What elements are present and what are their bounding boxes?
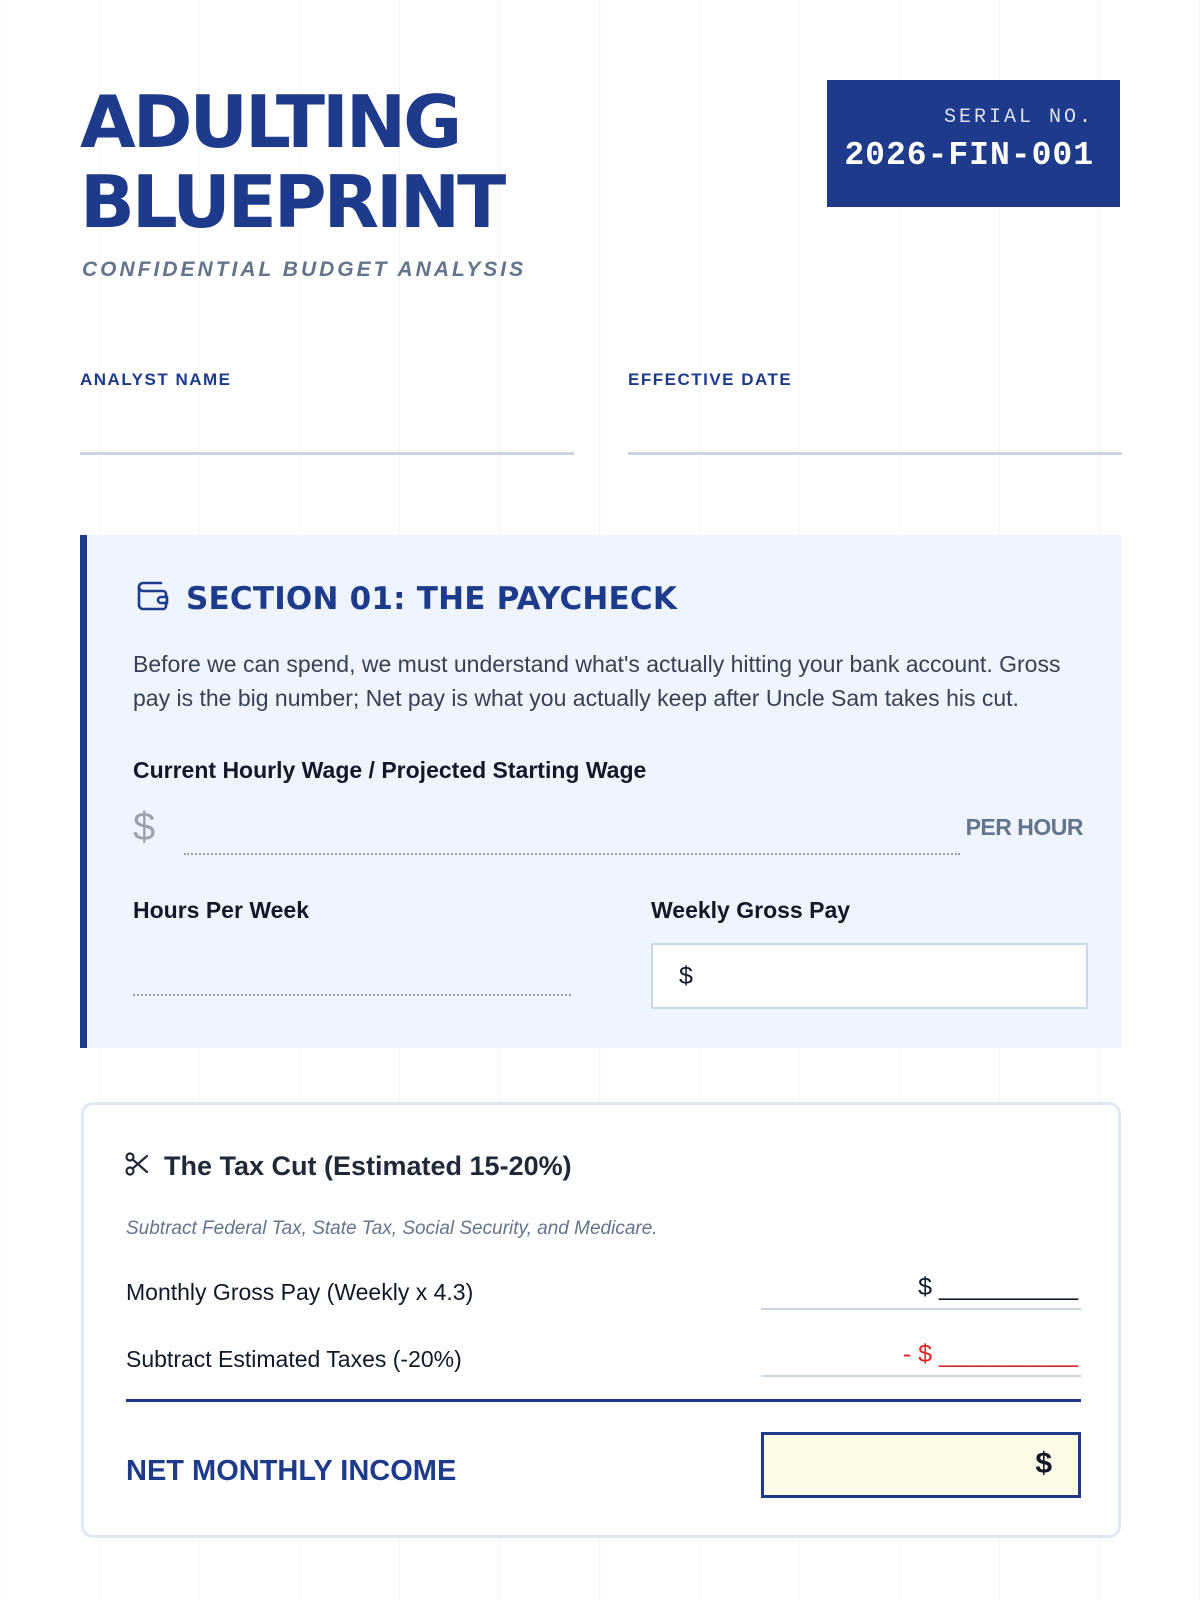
total-divider bbox=[126, 1399, 1081, 1402]
weekly-gross-dollar-sign: $ bbox=[679, 962, 693, 990]
tax-note: Subtract Federal Tax, State Tax, Social Security, and Medicare. bbox=[126, 1218, 658, 1239]
analyst-name-label: ANALYST NAME bbox=[80, 370, 232, 389]
serial-label: SERIAL NO. bbox=[943, 106, 1094, 129]
analyst-name-input[interactable] bbox=[80, 452, 574, 455]
effective-date-input[interactable] bbox=[628, 452, 1122, 455]
monthly-gross-label: Monthly Gross Pay (Weekly x 4.3) bbox=[126, 1279, 474, 1305]
page-title bbox=[80, 82, 503, 242]
hours-per-week-input[interactable] bbox=[133, 994, 571, 996]
estimated-taxes-line bbox=[761, 1375, 1081, 1377]
net-monthly-income-input[interactable] bbox=[761, 1432, 1081, 1498]
tax-header bbox=[124, 1151, 572, 1182]
net-monthly-income-dollar-sign: $ bbox=[1035, 1447, 1052, 1480]
estimated-taxes-amount[interactable]: - $ __________ bbox=[902, 1340, 1078, 1368]
tax-cut-card bbox=[81, 1102, 1121, 1538]
section-intro: Before we can spend, we must understand what's actually hitting your bank account. Gross pay is the big number; Net pay is what you actually keep after Uncle Sam takes his cut. bbox=[133, 651, 1061, 711]
hourly-wage-dollar-sign: $ bbox=[133, 805, 156, 849]
serial-badge bbox=[827, 80, 1120, 207]
weekly-gross-label: Weekly Gross Pay bbox=[651, 897, 851, 923]
wallet-icon bbox=[136, 579, 170, 618]
title-line-1: ADULTING bbox=[80, 80, 460, 164]
scissors-icon bbox=[124, 1151, 150, 1182]
weekly-gross-input[interactable] bbox=[651, 943, 1088, 1009]
net-monthly-income-label: NET MONTHLY INCOME bbox=[126, 1455, 457, 1487]
section-paycheck bbox=[80, 535, 1121, 1048]
hours-per-week-label: Hours Per Week bbox=[133, 897, 309, 923]
hourly-wage-input[interactable] bbox=[184, 853, 960, 855]
analyst-name-field bbox=[80, 370, 232, 390]
effective-date-field bbox=[628, 370, 792, 390]
serial-value: 2026-FIN-001 bbox=[844, 137, 1094, 174]
effective-date-label: EFFECTIVE DATE bbox=[628, 370, 793, 389]
monthly-gross-amount[interactable]: $ __________ bbox=[918, 1273, 1078, 1301]
monthly-gross-line bbox=[761, 1308, 1081, 1310]
page-subtitle: CONFIDENTIAL BUDGET ANALYSIS bbox=[82, 258, 527, 281]
tax-title: The Tax Cut (Estimated 15-20%) bbox=[164, 1151, 572, 1181]
section-header bbox=[136, 579, 677, 618]
estimated-taxes-label: Subtract Estimated Taxes (-20%) bbox=[126, 1346, 462, 1372]
section-title: SECTION 01: THE PAYCHECK bbox=[186, 580, 678, 617]
per-hour-label: PER HOUR bbox=[965, 814, 1083, 840]
hourly-wage-label: Current Hourly Wage / Projected Starting Wage bbox=[133, 757, 647, 783]
title-line-2: BLUEPRINT bbox=[80, 160, 504, 244]
